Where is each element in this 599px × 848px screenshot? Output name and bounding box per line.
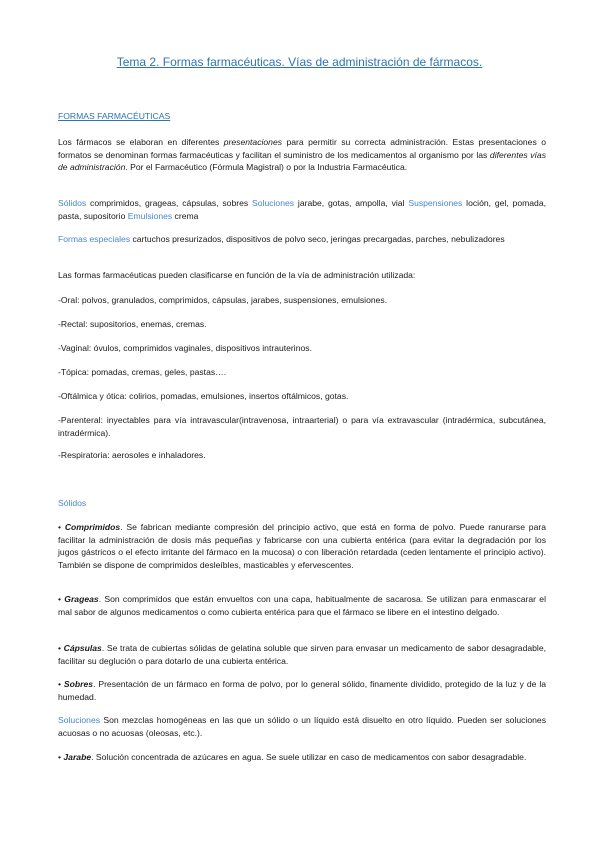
desc-jarabe: . Solución concentrada de azúcares en agua. Se suele utilizar en caso de medicamentos con sabor desagradable. xyxy=(91,752,527,762)
desc-capsulas: . Se trata de cubiertas sólidas de gelatina soluble que sirven para envasar un medicamento de sabor desagradable, facilitar su deglución o para dotarlo de una cubierta entérica. xyxy=(58,643,547,666)
desc-grageas: . Son comprimidos que están envueltos con una capa, habitualmente de sacarosa. Se utilizan para enmascarar el mal sabor de algunos medicamentos o como cubierta entérica para que el fármaco se libere en el intestino delgado. xyxy=(58,594,546,617)
desc-comprimidos: . Se fabrican mediante compresión del principio activo, que está en forma de polvo. Puede ranurarse para facilitar la administración de dosis más pequeñas y fabricarse con una cubierta entérica (para evitar la degradación por los jugos gástricos o el efecto irritante del fármaco en la mucosa) o con liberación retardada (ceden lentamente el principio activo). También se dispone de comprimidos desleíbles, masticables y efervescentes. xyxy=(58,522,547,570)
via-respiratoria: -Respiratoria: aerosoles e inhaladores. xyxy=(58,450,206,460)
term-sobres: Sobres xyxy=(63,679,94,689)
item-soluciones xyxy=(58,714,546,739)
item-sobres xyxy=(58,678,546,703)
item-jarabe xyxy=(58,751,546,764)
desc-sobres: . Presentación de un fármaco en forma de polvo, por lo general sólido, finamente dividido, protegido de la luz y de la humedad. xyxy=(58,679,547,702)
especiales-label: Formas especiales xyxy=(58,234,131,244)
term-jarabe: Jarabe xyxy=(63,752,92,762)
desc-soluciones: Son mezclas homogéneas en las que un sólido o un líquido está disuelto en otro líquido. Pueden ser soluciones acuosas o no acuosas (oleosas, etc.). xyxy=(58,715,546,738)
term-capsulas: Cápsulas xyxy=(63,643,102,653)
type-suspensiones-label: Suspensiones xyxy=(408,198,463,208)
via-oftalmica: -Oftálmica y ótica: colirios, pomadas, emulsiones, insertos oftálmicos, gotas. xyxy=(58,391,349,401)
bullet-icon: • xyxy=(58,752,62,762)
intro-text-2: para permitir su correcta administración. Estas presentaciones o formatos se denominan formas farmacéuticas y facilitan el suministro de los medicamentos al organismo por las xyxy=(58,137,546,160)
especiales-paragraph xyxy=(58,233,546,246)
item-capsulas xyxy=(58,642,546,667)
bullet-icon: • xyxy=(58,643,62,653)
via-topica: -Tópica: pomadas, cremas, geles, pastas…. xyxy=(58,367,227,377)
type-emulsiones-text: crema xyxy=(172,210,199,221)
via-vaginal: -Vaginal: óvulos, comprimidos vaginales, dispositivos intrauterinos. xyxy=(58,343,312,353)
item-grageas xyxy=(58,593,546,618)
type-solidos-label: Sólidos xyxy=(58,198,87,208)
intro-emph-presentaciones: presentaciones xyxy=(223,137,283,147)
term-grageas: Grageas xyxy=(64,594,99,604)
intro-emph-vias: diferentes vías de administración xyxy=(58,149,546,173)
via-parenteral: -Parenteral: inyectables para vía intravascular(intravenosa, intraarterial) o para vía extravascular (intradérmica, subcutánea, intradérmica). xyxy=(58,415,546,438)
especiales-text: cartuchos presurizados, dispositivos de polvo seco, jeringas precargadas, parches, nebulizadores xyxy=(130,234,505,244)
via-rectal: -Rectal: supositorios, enemas, cremas. xyxy=(58,319,207,329)
type-soluciones-text: jarabe, gotas, ampolla, vial xyxy=(294,198,409,208)
formas-heading: FORMAS FARMACÉUTICAS xyxy=(58,111,171,121)
type-solidos-text: comprimidos, grageas, cápsulas, sobres xyxy=(86,198,253,208)
solidos-heading: Sólidos xyxy=(58,498,87,508)
page-title: Tema 2. Formas farmacéuticas. Vías de administración de fármacos. xyxy=(116,55,483,69)
intro-text-3: . Por el Farmacéutico (Fórmula Magistral) o por la Industria Farmacéutica. xyxy=(125,162,408,173)
types-paragraph xyxy=(58,197,546,222)
via-oral: -Oral: polvos, granulados, comprimidos, cápsulas, jarabes, suspensiones, emulsiones. xyxy=(58,295,388,305)
type-suspensiones-text: loción, gel, pomada, pasta, supositorio xyxy=(58,198,546,221)
item-comprimidos xyxy=(58,521,546,571)
intro-paragraph xyxy=(58,136,546,174)
term-comprimidos: Comprimidos xyxy=(64,522,121,532)
bullet-icon: • xyxy=(58,679,62,689)
type-soluciones-label: Soluciones xyxy=(252,198,295,208)
intro-text-1: Los fármacos se elaboran en diferentes xyxy=(58,137,224,147)
bullet-icon: • xyxy=(58,594,62,604)
clasificacion-paragraph: Las formas farmacéuticas pueden clasificarse en función de la vía de administración utilizada: xyxy=(58,270,416,280)
type-emulsiones-label: Emulsiones xyxy=(127,210,173,221)
label-soluciones: Soluciones xyxy=(58,715,101,725)
bullet-icon: • xyxy=(58,522,62,532)
